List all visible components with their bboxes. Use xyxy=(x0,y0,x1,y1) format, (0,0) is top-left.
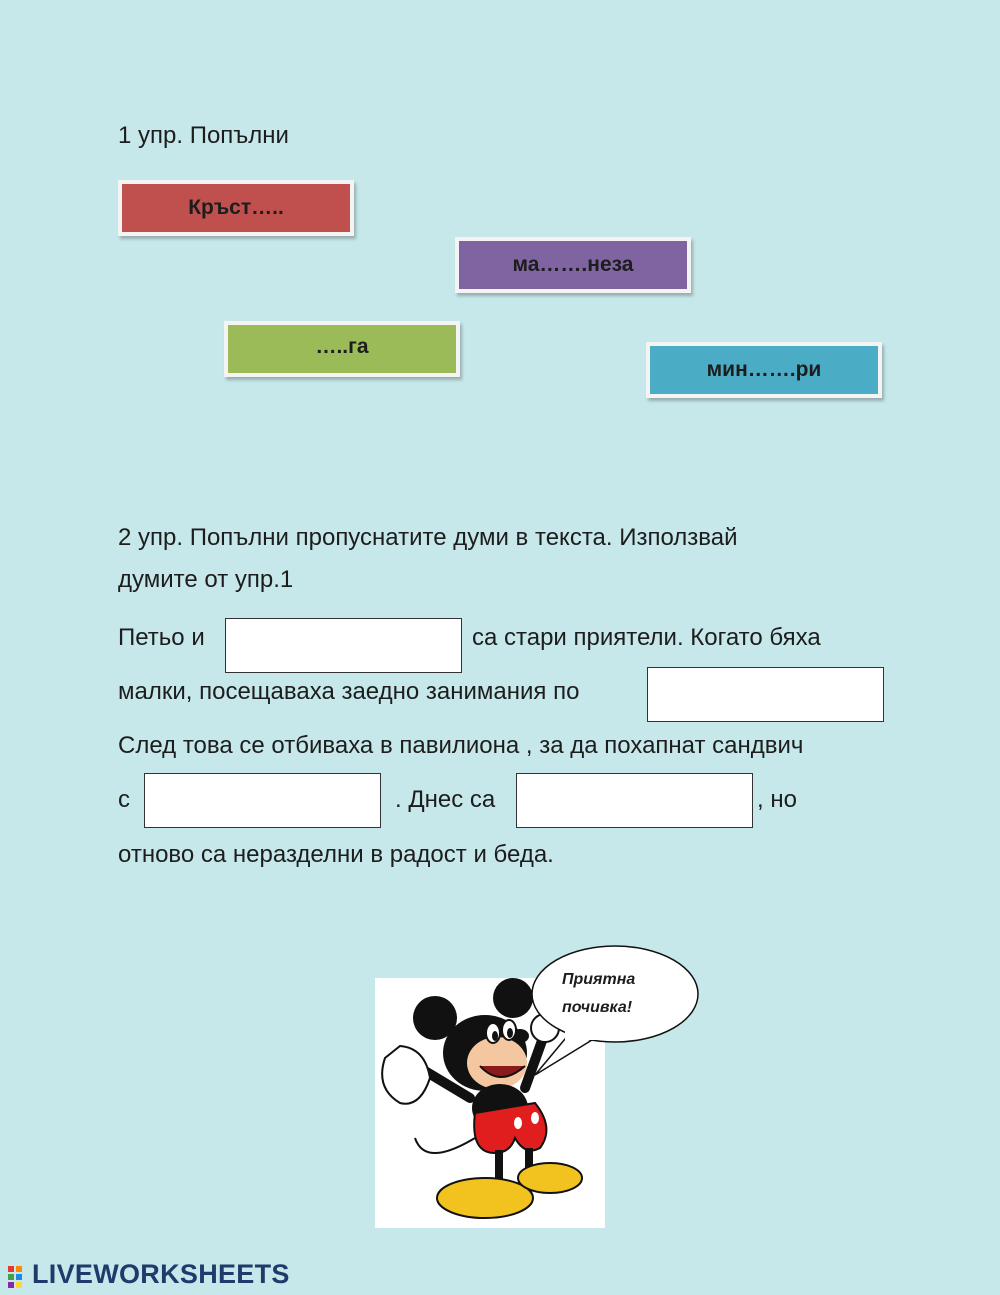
speech-bubble xyxy=(520,940,705,1080)
text-line4-start: с xyxy=(118,786,130,813)
text-line4-end: , но xyxy=(757,786,797,813)
blank-input-2[interactable] xyxy=(647,667,884,722)
text-line4-middle: . Днес са xyxy=(395,786,496,813)
exercise2-heading-line2: думите от упр.1 xyxy=(118,566,294,593)
liveworksheets-brand-text: LIVEWORKSHEETS xyxy=(32,1259,290,1289)
blank-input-4[interactable] xyxy=(516,773,753,828)
word-card-3-label: …..га xyxy=(315,335,369,358)
speech-bubble-line1: Приятна xyxy=(562,971,636,988)
word-card-1-label: Кръст….. xyxy=(188,196,284,219)
word-card-4-label: мин…….ри xyxy=(706,358,822,381)
text-line1-start: Петьо и xyxy=(118,624,205,651)
exercise1-heading: 1 упр. Попълни xyxy=(118,122,289,149)
text-line3: След това се отбиваха в павилиона , за да похапнат сандвич xyxy=(118,732,804,759)
word-card-4[interactable] xyxy=(646,342,882,398)
word-card-3[interactable] xyxy=(224,321,460,377)
text-line5: отново са неразделни в радост и беда. xyxy=(118,841,554,868)
text-line1-end: са стари приятели. Когато бяха xyxy=(472,624,821,651)
liveworksheets-logo[interactable] xyxy=(8,1259,290,1290)
word-card-2-label: ма…….неза xyxy=(512,253,634,276)
text-line2: малки, посещаваха заедно занимания по xyxy=(118,678,580,705)
word-card-1[interactable] xyxy=(118,180,354,236)
exercise2-heading-line1: 2 упр. Попълни пропуснатите думи в текста. Използвай xyxy=(118,524,738,551)
blank-input-1[interactable] xyxy=(225,618,462,673)
liveworksheets-grid-icon xyxy=(8,1264,30,1286)
word-card-2[interactable] xyxy=(455,237,691,293)
blank-input-3[interactable] xyxy=(144,773,381,828)
speech-bubble-line2: почивка! xyxy=(562,999,633,1016)
